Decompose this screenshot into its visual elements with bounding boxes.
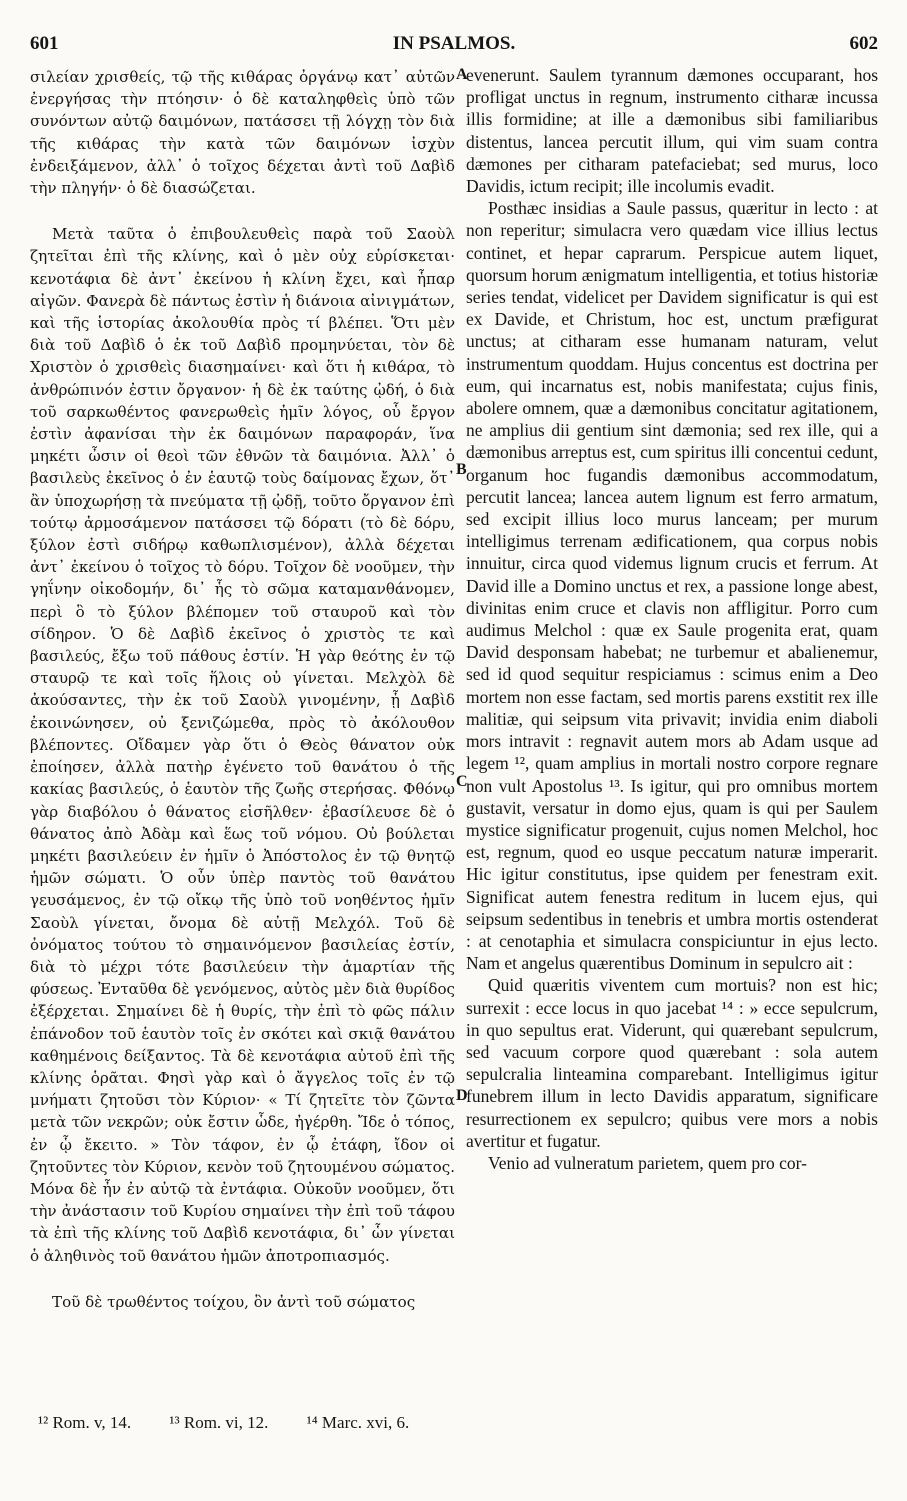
latin-paragraph-1: evenerunt. Saulem tyrannum dæmones occuparant, hos profligat unctus in regnum, instrumento citharæ incussa illis formidine; at ille a dæmonibus sibi familiaribus distentus, lancea percutit illum, qui vim suam contra dæmones per citharam patefaciebat; sed murus, loco Davidis, ictum recipit; ille incolumis evadit. xyxy=(466,65,878,197)
greek-paragraph-1: σιλείαν χρισθείς, τῷ τῆς κιθάρας ὀργάνῳ κατ᾽ αὐτῶν ἐνεργήσας τὴν πτόησιν· ὁ δὲ καταληφθεὶς ὑπὸ τῶν συνόντων αὐτῷ δαιμόνων, πατάσσει τῇ λόγχῃ τὸν διὰ τῆς κιθάρας τὴν κατὰ τῶν δαιμόνων ἰσχὺν ἐνδειξάμενον, ἀλλ᾽ ὁ τοῖχος δέχεται ἀντὶ τοῦ Δαβὶδ τὴν πληγήν· ὁ δὲ διασώζεται. xyxy=(30,68,455,198)
section-marker-c: C xyxy=(456,773,468,790)
greek-column xyxy=(30,66,455,1313)
footnote-13: ¹³ Rom. vi, 12. xyxy=(169,1413,269,1432)
footnote-14: ¹⁴ Marc. xvi, 6. xyxy=(306,1413,410,1432)
footnote-12: ¹² Rom. v, 14. xyxy=(38,1413,132,1432)
footnotes xyxy=(38,1413,878,1433)
section-marker-a: A xyxy=(456,66,468,83)
greek-paragraph-2: Μετὰ ταῦτα ὁ ἐπιβουλευθεὶς παρὰ τοῦ Σαοὺλ ζητεῖται ἐπὶ τῆς κλίνης, καὶ ὁ μὲν οὐχ εὑρίσκεται· κενοτάφια δὲ ἀντ᾽ ἐκείνου ἡ κλίνη ἔχει, καὶ ἧπαρ αἰγῶν. Φανερὰ δὲ πάντως ἐστὶν ἡ διάνοια αἰνιγμάτων, καὶ τῆς ἱστορίας ἀκολουθία πρὸς τί βλέπει. Ὅτι μὲν διὰ τοῦ Δαβὶδ ὁ ἐκ τοῦ Δαβὶδ προμηνύεται, τὸν δὲ Χριστὸν ὁ χρισθεὶς διασημαίνει· καὶ ὅτι ἡ κιθάρα, τὸ ἀνθρώπινόν ἐστιν ὄργανον· ἡ δὲ ἐκ ταύτης ᾠδή, ὁ διὰ τοῦ σαρκωθέντος φανερωθεὶς ἡμῖν λόγος, οὗ ἔργον ἐστὶν ἀφανίσαι τὴν ἐκ δαιμόνων παραφοράν, ἵνα μηκέτι ὦσιν οἱ θεοὶ τῶν ἐθνῶν τὰ δαιμόνια. Ἀλλ᾽ ὁ βασιλεὺς ἐκεῖνος ὁ ἐν ἑαυτῷ τοὺς δαίμονας ἔχων, ὅτ᾽ ἂν ὑποχωρήσῃ τὰ πνεύματα τῇ ᾠδῇ, τοῦτο ὄργανον ἐπὶ τούτῳ ἁρμοσάμενον πατάσσει τῷ δόρατι (τὸ δὲ δόρυ, ξύλον ἐστὶ σιδήρῳ καθωπλισμένον), ἀλλὰ δέχεται ἀντ᾽ ἐκείνου ὁ τοῖχος τὸ δόρυ. Τοῖχον δὲ νοοῦμεν, τὴν γηΐνην οἰκοδομήν, δι᾽ ἧς τὸ σῶμα καταμανθάνομεν, περὶ ὃ τὸ ξύλον βλέπομεν τοῦ σταυροῦ καὶ τὸν σίδηρον. Ὁ δὲ Δαβὶδ ἐκεῖνος ὁ χριστὸς τε καὶ βασιλεύς, ἔξω τοῦ πάθους ἐστίν. Ἡ γὰρ θεότης ἐν τῷ σταυρῷ τε καὶ τοῖς ἥλοις οὐ γίνεται. Μελχὸλ δὲ ἀκούσαντες, τὴν ἐκ τοῦ Σαοὺλ γινομένην, ᾗ Δαβὶδ ἐκοινώνησεν, οὐ ξενιζώμεθα, πρὸς τὸ ἀκόλουθον βλέποντες. Οἴδαμεν γὰρ ὅτι ὁ Θεὸς θάνατον οὐκ ἐποίησεν, ἀλλὰ πατὴρ ἐγένετο τοῦ θανάτου ὁ τῆς κακίας βασιλεύς, ὁ ἑαυτὸν τῆς ζωῆς στερήσας. Φθόνῳ γὰρ διαβόλου ὁ θάνατος εἰσῆλθεν· ἐβασίλευσε δὲ ὁ θάνατος ἀπὸ Ἀδὰμ καὶ ἕως τοῦ νόμου. Οὐ βούλεται μηκέτι βασιλεύειν ἐν ἡμῖν ὁ Ἀπόστολος ἐν τῷ θνητῷ ἡμῶν σώματι. Ὁ οὖν ὑπὲρ παντὸς τοῦ θανάτου γευσάμενος, ἐν τῷ οἴκῳ τῆς ὑπὸ τοῦ νοηθέντος ἡμῖν Σαοὺλ γίνεται, ὄνομα δὲ αὐτῇ Μελχόλ. Τοῦ δὲ ὀνόματος τούτου τὸ σημαινόμενον βασιλείας ἐστίν, διὰ τὸ μέχρι τότε βασιλεύειν τὴν ἁμαρτίαν τῆς φύσεως. Ἐνταῦθα δὲ γενόμενος, αὐτὸς μὲν διὰ θυρίδος ἐξέρχεται. Σημαίνει δὲ ἡ θυρίς, τὴν ἐπὶ τὸ φῶς πάλιν ἐπάνοδον τοῦ ἑαυτὸν τοῖς ἐν σκότει καὶ σκιᾷ θανάτου καθημένοις δείξαντος. Τὰ δὲ κενοτάφια αὐτοῦ ἐπὶ τῆς κλίνης ὁρᾶται. Φησὶ γὰρ καὶ ὁ ἄγγελος τοῖς ἐν τῷ μνήματι ζητοῦσι τὸν Κύριον· « Τί ζητεῖτε τὸν ζῶντα μετὰ τῶν νεκρῶν; οὐκ ἔστιν ὧδε, ἠγέρθη. Ἴδε ὁ τόπος, ἐν ᾧ ἔκειτο. » Τὸν τάφον, ἐν ᾧ ἐτάφη, ἴδον οἱ ζητοῦντες τὸν Κύριον, κενὸν τοῦ ζητουμένου σώματος. Μόνα δὲ ἦν ἐν αὐτῷ τὰ ἐντάφια. Οὐκοῦν νοοῦμεν, ὅτι τὴν ἀνάστασιν τοῦ Κυρίου σημαίνει τὴν ἐπὶ τοῦ τάφου τὰ ἐπὶ τῆς κλίνης τοῦ Δαβὶδ κενοτάφια, δι᾽ ὧν γίνεται ὁ ἀληθινὸς τοῦ θανάτου ἡμῶν ἀποτροπιασμός. xyxy=(30,225,455,1265)
latin-paragraph-3: Quid quæritis viventem cum mortuis? non est hic; surrexit : ecce locus in quo jacebat ¹⁴ : » ecce sepulcrum, in quo sepultus erat. Viderunt, qui quærebant sepulcrum, sed vacuum corpore quod quærebant : sola autem sepulcralia linteamina comparebant. Intelligimus igitur funebrem illum in lecto Davidis apparatum, significare resurrectionem ex sepulcro; quibus vere mors a nobis avertitur et fugatur. xyxy=(466,975,878,1151)
section-marker-b: B xyxy=(456,461,467,478)
greek-paragraph-3: Τοῦ δὲ τρωθέντος τοίχου, ὃν ἀντὶ τοῦ σώματος xyxy=(52,1292,416,1311)
page-number-right: 602 xyxy=(849,33,878,54)
page-header xyxy=(30,33,878,59)
latin-paragraph-2: Posthæc insidias a Saule passus, quæritur in lecto : at non reperitur; simulacra vero quædam vice illius lectus continet, et hepar caprarum. Perspicue autem liquet, quorsum horum ænigmatum intelligentia, et totius historiæ series tendat, videlicet per Davidem significatur is qui est ex Davide, et Christum, hoc est, unctum præfigurat unctus; at citharam esse humanam naturam, velut instrumentum quoddam. Hujus concentus est doctrina per eum, qui incarnatus est, nobis manifestata; cujus finis, abolere omnem, quæ a dæmonibus concitatur agitationem, ne amplius dii gentium sint dæmonia; sed rex ille, qui a dæmonibus arreptus est, cum spiritus illi concentui cedunt, organum hoc fugandis dæmonibus accommodatum, percutit lancea; lancea autem lignum est ferro armatum, sed excipit illius loco murus lanceam; per murum intelligimus terrenam ædificationem, qua corpus nobis innuitur, circa quod videmus lignum crucis et ferrum. At David ille a Domino unctus et rex, a passione longe abest, divinitas enim cruce et clavis non affligitur. Porro cum audimus Melchol : quæ ex Saule progenita erat, quam David desponsam habebat; ne turbemur et abalienemur, sed id quod sequitur respiciamus : scimus enim a Deo mortem non esse factam, sed mortis parens exstitit rex ille malitiæ, qui seipsum vita privavit; invidia enim diaboli mors intravit : regnavit autem mors ab Adam usque ad legem ¹², quam amplius in mortali nostro corpore regnare non vult Apostolus ¹³. Is igitur, qui pro omnibus mortem gustavit, versatur in domo ejus, quam is qui per Saulem mystice significatur progenuit, cujus nomen Melchol, hoc est, regnum, quod eo usque peccatum naturæ imperarit. Hic igitur constitutus, ipse quidem per fenestram exit. Significat autem fenestra reditum in lucem ejus, qui seipsum sedentibus in tenebris et umbra mortis ostenderat : at cenotaphia et simulacra conspiciuntur in ejus lecto. Nam et angelus quærentibus Dominum in sepulcro ait : xyxy=(466,198,878,974)
page-number-left: 601 xyxy=(30,33,59,54)
latin-column xyxy=(466,64,878,1174)
running-title: IN PSALMOS. xyxy=(392,33,516,54)
latin-paragraph-4: Venio ad vulneratum parietem, quem pro cor- xyxy=(488,1152,807,1173)
section-marker-d: D xyxy=(456,1087,468,1104)
